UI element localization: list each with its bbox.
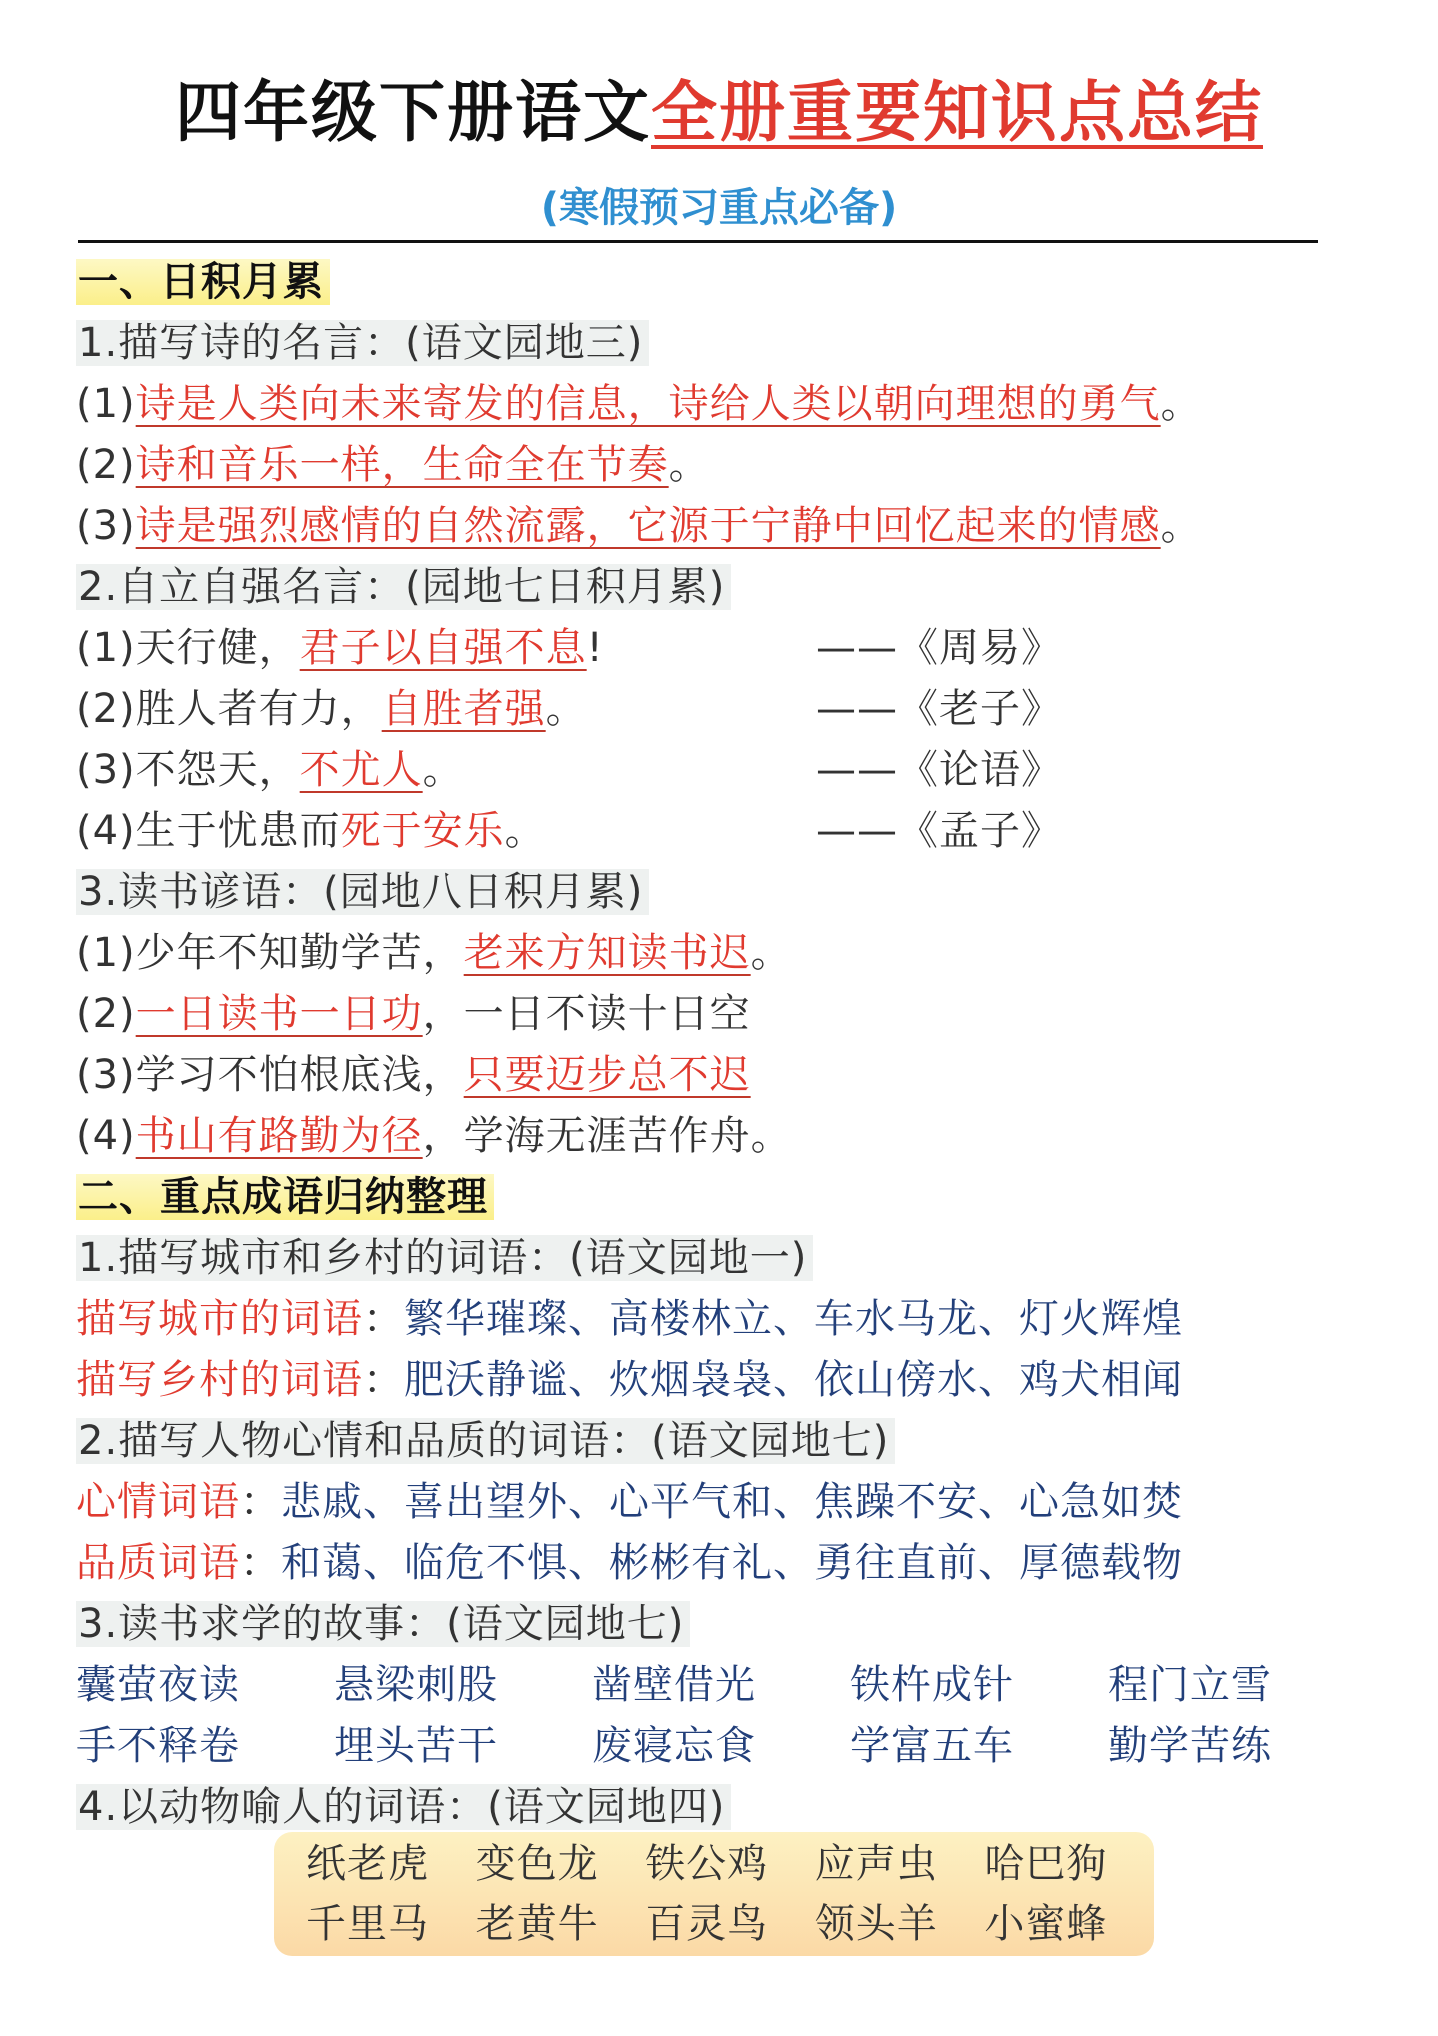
stories-heading: 3.读书求学的故事：(语文园地七): [76, 1594, 1366, 1655]
self-reliance-item-3: (3)不怨天，不尤人。 ——《论语》: [76, 740, 1366, 801]
poem-item-1: (1)诗是人类向未来寄发的信息，诗给人类以朝向理想的勇气。: [76, 381, 1202, 427]
story-item: 废寝忘食: [592, 1723, 756, 1769]
story-item: 悬梁刺股: [334, 1662, 498, 1708]
source-label: ——《孟子》: [816, 808, 1062, 854]
animal-item: 领头羊: [814, 1901, 938, 1947]
poem-item-3: (3)诗是强烈感情的自然流露，它源于宁静中回忆起来的情感。: [76, 503, 1202, 549]
animals-heading: 4.以动物喻人的词语：(语文园地四): [76, 1777, 1366, 1838]
content: [76, 252, 1366, 1838]
story-item: 程门立雪: [1108, 1662, 1272, 1708]
poem-heading: 1.描写诗的名言：(语文园地三): [76, 313, 1366, 374]
story-item: 勤学苦练: [1108, 1723, 1272, 1769]
story-item: 铁杵成针: [850, 1662, 1014, 1708]
animal-row-1: [274, 1834, 1154, 1894]
self-reliance-item-4: (4)生于忧患而死于安乐。 ——《孟子》: [76, 801, 1366, 862]
animal-item: 老黄牛: [475, 1901, 599, 1947]
reading-item-2: (2)一日读书一日功，一日不读十日空: [76, 991, 751, 1037]
page-title: [0, 68, 1438, 158]
city-village-heading: 1.描写城市和乡村的词语：(语文园地一): [76, 1228, 1366, 1289]
animal-item: 百灵鸟: [645, 1901, 769, 1947]
city-words: 描写城市的词语：繁华璀璨、高楼林立、车水马龙、灯火辉煌: [76, 1296, 1183, 1342]
animal-item: 变色龙: [475, 1841, 599, 1887]
source-label: ——《论语》: [816, 747, 1062, 793]
self-reliance-item-1: (1)天行健，君子以自强不息! ——《周易》: [76, 618, 1366, 679]
reading-item-3: (3)学习不怕根底浅，只要迈步总不迟: [76, 1052, 751, 1098]
animal-row-2: [274, 1894, 1154, 1954]
animal-item: 铁公鸡: [645, 1841, 769, 1887]
stories-row-1: [76, 1655, 1366, 1716]
mood-words: 心情词语：悲戚、喜出望外、心平气和、焦躁不安、心急如焚: [76, 1479, 1183, 1525]
source-label: ——《周易》: [816, 625, 1062, 671]
self-reliance-heading: 2.自立自强名言：(园地七日积月累): [76, 557, 1366, 618]
story-item: 学富五车: [850, 1723, 1014, 1769]
stories-row-2: [76, 1716, 1366, 1777]
title-divider: [78, 240, 1318, 243]
self-reliance-item-2: (2)胜人者有力，自胜者强。 ——《老子》: [76, 679, 1366, 740]
animal-item: 应声虫: [814, 1841, 938, 1887]
quality-words: 品质词语：和蔼、临危不惧、彬彬有礼、勇往直前、厚德载物: [76, 1540, 1183, 1586]
village-words: 描写乡村的词语：肥沃静谧、炊烟袅袅、依山傍水、鸡犬相闻: [76, 1357, 1183, 1403]
section2-heading: 二、重点成语归纳整理: [76, 1167, 1366, 1228]
character-heading: 2.描写人物心情和品质的词语：(语文园地七): [76, 1411, 1366, 1472]
story-item: 手不释卷: [76, 1723, 240, 1769]
animal-item: 小蜜蜂: [984, 1901, 1108, 1947]
page-subtitle: (寒假预习重点必备): [540, 185, 898, 231]
animal-item: 千里马: [306, 1901, 429, 1947]
title-part2: 全册重要知识点总结: [651, 74, 1263, 151]
title-part1: 四年级下册语文: [175, 74, 651, 151]
section1-heading: 一、日积月累: [76, 252, 1366, 313]
poem-item-2: (2)诗和音乐一样，生命全在节奏。: [76, 442, 710, 488]
animal-item: 哈巴狗: [984, 1841, 1108, 1887]
story-item: 埋头苦干: [334, 1723, 498, 1769]
reading-item-4: (4)书山有路勤为径，学海无涯苦作舟。: [76, 1113, 792, 1159]
reading-heading: 3.读书谚语：(园地八日积月累): [76, 862, 1366, 923]
story-item: 凿壁借光: [592, 1662, 756, 1708]
animal-words-box: [274, 1832, 1154, 1956]
reading-item-1: (1)少年不知勤学苦，老来方知读书迟。: [76, 930, 792, 976]
source-label: ——《老子》: [816, 686, 1062, 732]
animal-item: 纸老虎: [306, 1841, 429, 1887]
story-item: 囊萤夜读: [76, 1662, 240, 1708]
